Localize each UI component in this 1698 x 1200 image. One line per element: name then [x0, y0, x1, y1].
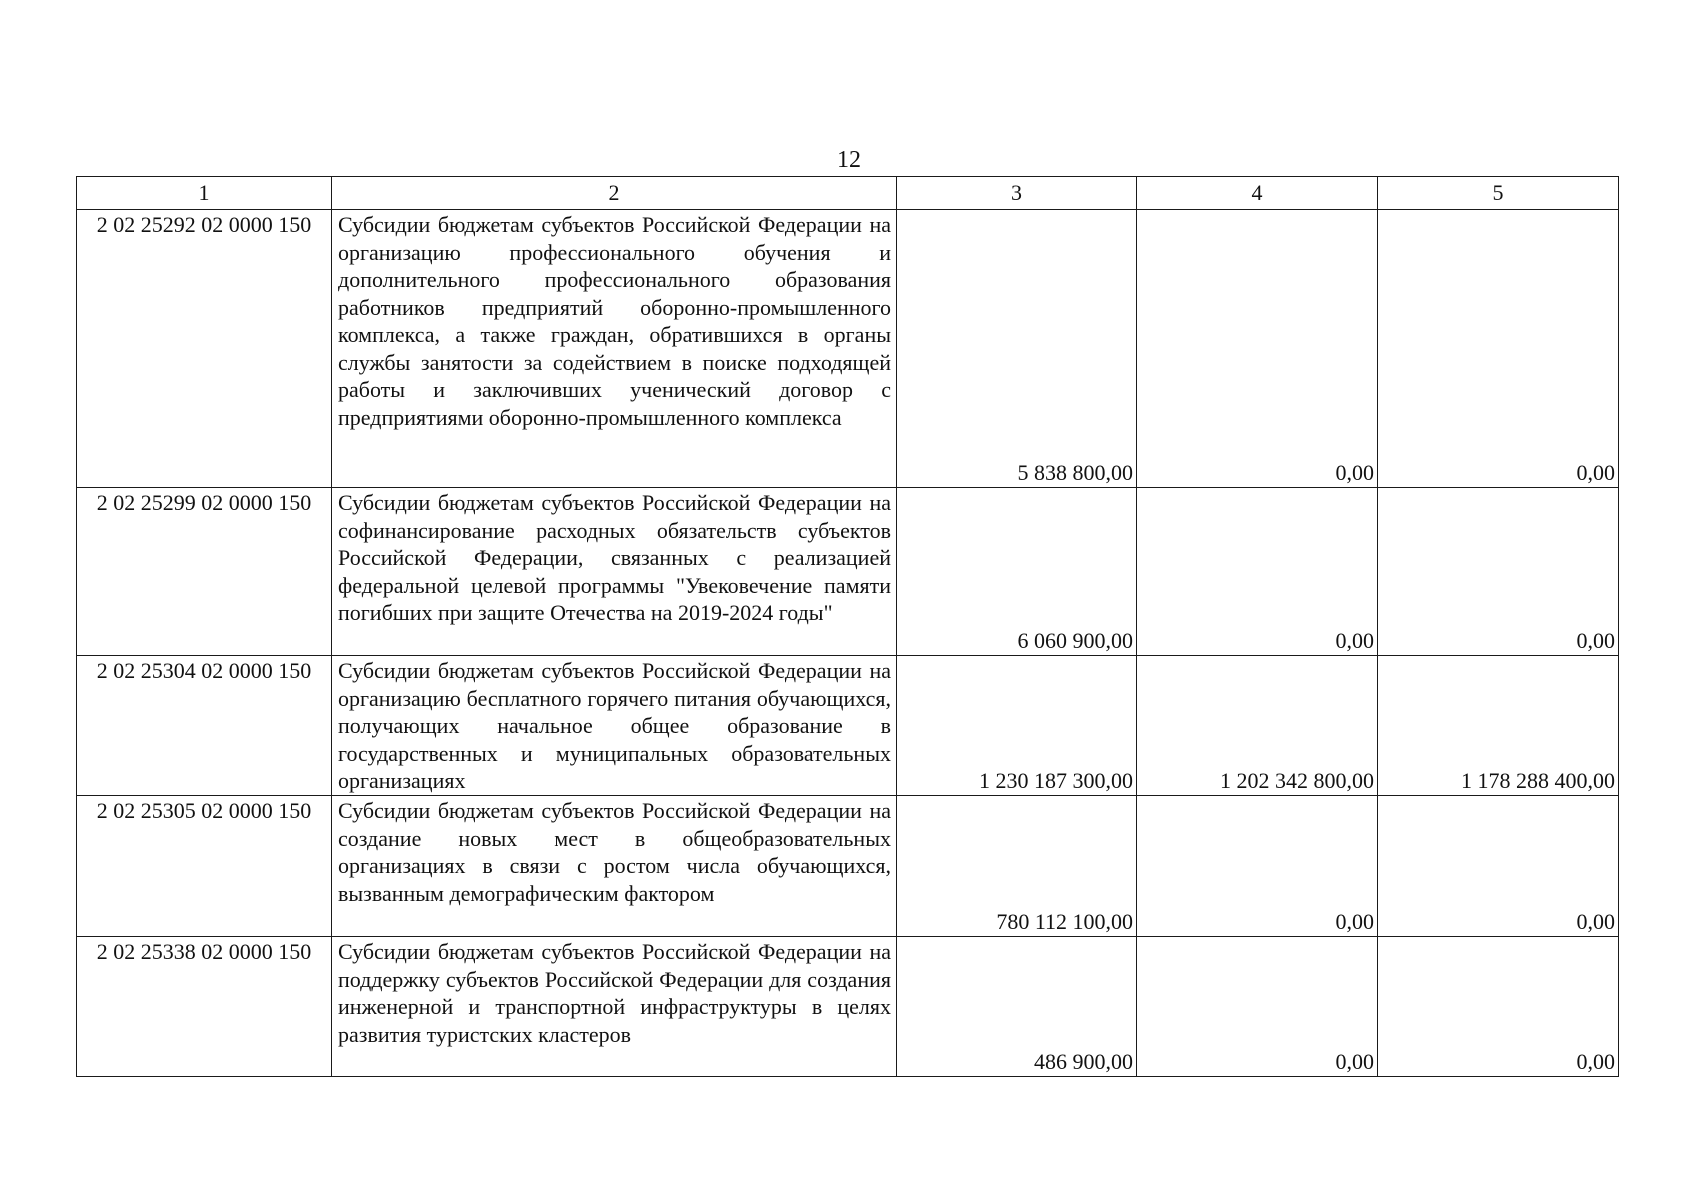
row-code: 2 02 25305 02 0000 150: [77, 796, 332, 937]
column-header: 5: [1378, 177, 1619, 210]
row-value-col5: 1 178 288 400,00: [1378, 656, 1619, 796]
row-description: Субсидии бюджетам субъектов Российской Федерации на организацию профессионального обучения и дополнительного профессионального образования работников предприятий оборонно-промышленного комплекса, а также граждан, обратившихся в органы службы занятости за содействием в поиске подходящей работы и заключивших ученический договор с предприятиями оборонно-промышленного комплекса: [332, 210, 897, 488]
row-value-col5: 0,00: [1378, 488, 1619, 656]
row-description: Субсидии бюджетам субъектов Российской Федерации на поддержку субъектов Российской Федерации для создания инженерной и транспортной инфраструктуры в целях развития туристских кластеров: [332, 937, 897, 1077]
row-value-col4: 1 202 342 800,00: [1137, 656, 1378, 796]
budget-table: [76, 176, 1619, 1077]
table-header-row: [77, 177, 1619, 210]
table-row: [77, 488, 1619, 656]
row-value-col3: 6 060 900,00: [897, 488, 1137, 656]
row-code: 2 02 25338 02 0000 150: [77, 937, 332, 1077]
row-value-col5: 0,00: [1378, 796, 1619, 937]
column-header: 3: [897, 177, 1137, 210]
row-description: Субсидии бюджетам субъектов Российской Федерации на организацию бесплатного горячего питания обучающихся, получающих начальное общее образование в государственных и муниципальных образовательных организациях: [332, 656, 897, 796]
row-code: 2 02 25299 02 0000 150: [77, 488, 332, 656]
row-value-col4: 0,00: [1137, 488, 1378, 656]
table-row: [77, 796, 1619, 937]
row-value-col5: 0,00: [1378, 210, 1619, 488]
row-value-col5: 0,00: [1378, 937, 1619, 1077]
row-value-col4: 0,00: [1137, 937, 1378, 1077]
row-value-col3: 5 838 800,00: [897, 210, 1137, 488]
row-value-col3: 1 230 187 300,00: [897, 656, 1137, 796]
row-code: 2 02 25292 02 0000 150: [77, 210, 332, 488]
row-description: Субсидии бюджетам субъектов Российской Федерации на софинансирование расходных обязательств субъектов Российской Федерации, связанных с реализацией федеральной целевой программы "Увековечение памяти погибших при защите Отечества на 2019-2024 годы": [332, 488, 897, 656]
row-value-col4: 0,00: [1137, 210, 1378, 488]
column-header: 1: [77, 177, 332, 210]
table-row: [77, 937, 1619, 1077]
row-code: 2 02 25304 02 0000 150: [77, 656, 332, 796]
row-value-col3: 486 900,00: [897, 937, 1137, 1077]
table-row: [77, 656, 1619, 796]
row-description: Субсидии бюджетам субъектов Российской Федерации на создание новых мест в общеобразовательных организациях в связи с ростом числа обучающихся, вызванным демографическим фактором: [332, 796, 897, 937]
table-row: [77, 210, 1619, 488]
column-header: 2: [332, 177, 897, 210]
row-value-col4: 0,00: [1137, 796, 1378, 937]
page-number: 12: [837, 147, 861, 173]
column-header: 4: [1137, 177, 1378, 210]
row-value-col3: 780 112 100,00: [897, 796, 1137, 937]
